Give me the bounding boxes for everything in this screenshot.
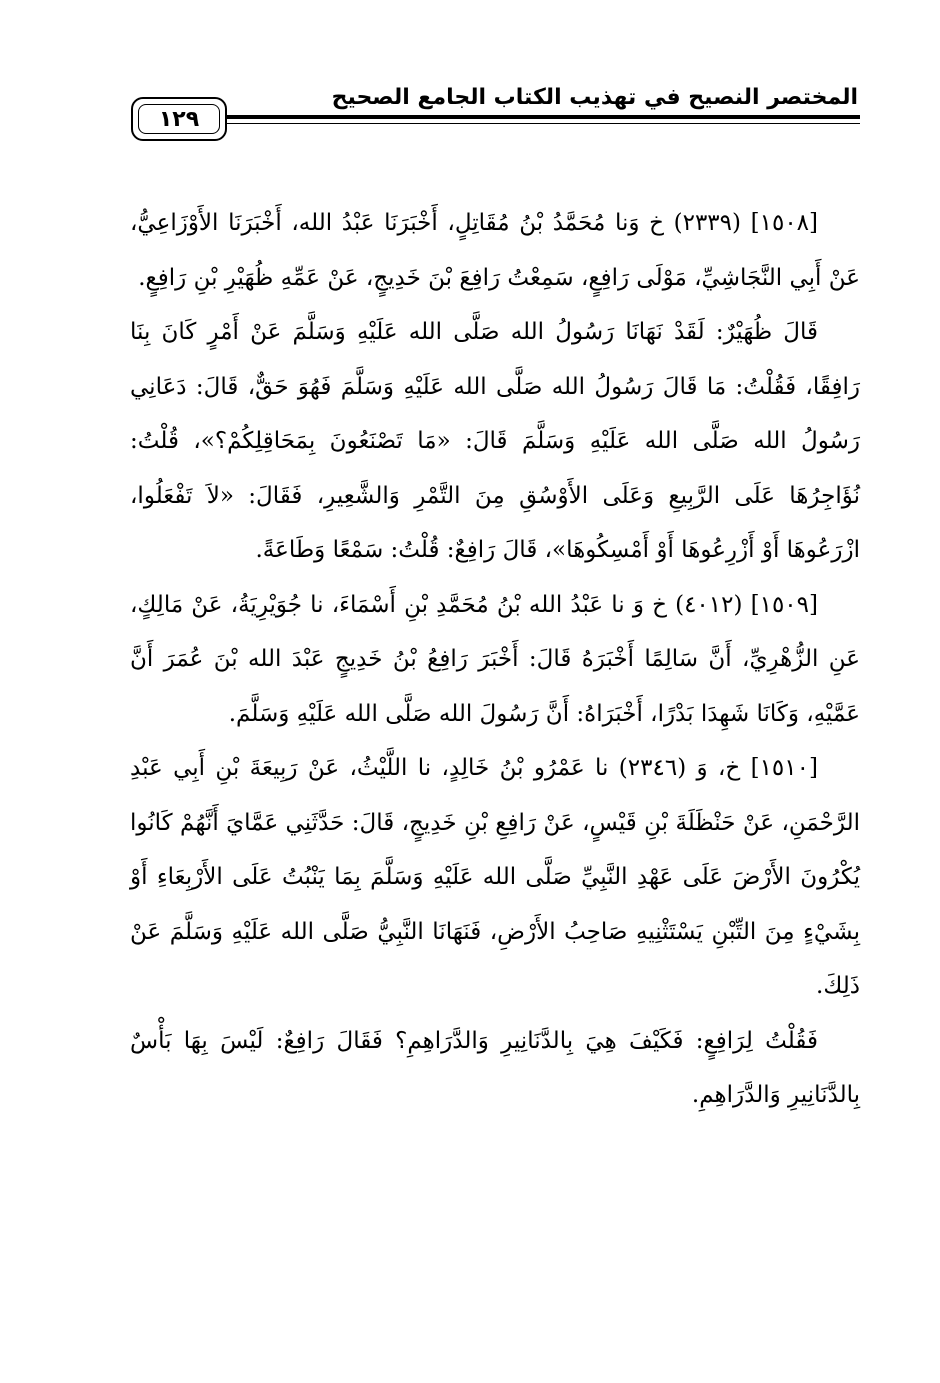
hadith-paragraph: فَقُلْتُ لِرَافِعٍ: فَكَيْفَ هِيَ بِالدَّنَانِيرِ وَالدَّرَاهِمِ؟ فَقَالَ رَافِعٌ: لَيْسَ بِهَا بَأْسٌ بِالدَّنَانِيرِ وَالدَّرَاهِمِ.	[130, 1027, 860, 1108]
header-rule	[132, 115, 860, 119]
hadith-paragraph: [١٥٠٨] (٢٣٣٩) خ وَنا مُحَمَّدُ بْنُ مُقَاتِلٍ، أَخْبَرَنَا عَبْدُ الله، أَخْبَرَنَا الأَوْزَاعِيُّ، عَنْ أَبِي النَّجَاشِيِّ، مَوْلَى رَافِعٍ، سَمِعْتُ رَافِعَ بْنَ خَدِيجٍ، عَنْ عَمِّهِ ظُهَيْرِ بْنِ رَافِعٍ.	[130, 210, 860, 291]
running-title: المختصر النصيح في تهذيب الكتاب الجامع الصحيح	[331, 85, 858, 110]
page-number-frame	[131, 97, 227, 141]
hadith-paragraph: [١٥٠٩] (٤٠١٢) خ وَ نا عَبْدُ الله بْنُ مُحَمَّدِ بْنِ أَسْمَاءَ، نا جُوَيْرِيَةُ، عَنْ مَالِكٍ، عَنِ الزُّهْرِيِّ، أَنَّ سَالِمًا أَخْبَرَهُ قَالَ: أَخْبَرَ رَافِعُ بْنُ خَدِيجٍ عَبْدَ الله بْنَ عُمَرَ أَنَّ عَمَّيْهِ، وَكَانَا شَهِدَا بَدْرًا، أَخْبَرَاهُ: أَنَّ رَسُولَ الله صَلَّى الله عَلَيْهِ وَسَلَّمَ.	[130, 591, 860, 727]
hadith-paragraph: قَالَ ظُهَيْرٌ: لَقَدْ نَهَانَا رَسُولُ الله صَلَّى الله عَلَيْهِ وَسَلَّمَ عَنْ أَمْرٍ كَانَ بِنَا رَافِقًا، فَقُلْتُ: مَا قَالَ رَسُولُ الله صَلَّى الله عَلَيْهِ وَسَلَّمَ فَهُوَ حَقٌّ، قَالَ: دَعَانِي رَسُولُ الله صَلَّى الله عَلَيْهِ وَسَلَّمَ قَالَ: «مَا تَصْنَعُونَ بِمَحَاقِلِكُمْ؟»، قُلْتُ: نُؤَاجِرُهَا عَلَى الرَّبِيعِ وَعَلَى الأَوْسُقِ مِنَ التَّمْرِ وَالشَّعِيرِ، فَقَالَ: «لاَ تَفْعَلُوا، ازْرَعُوهَا أَوْ أَزْرِعُوهَا أَوْ أَمْسِكُوهَا»، قَالَ رَافِعٌ: قُلْتُ: سَمْعًا وَطَاعَةً.	[130, 319, 860, 563]
page-number: ١٢٩	[158, 106, 200, 132]
hadith-text	[130, 196, 860, 1123]
hadith-paragraph: [١٥١٠] خ، وَ (٢٣٤٦) نا عَمْرُو بْنُ خَالِدٍ، نا اللَّيْثُ، عَنْ رَبِيعَةَ بْنِ أَبِي عَبْدِ الرَّحْمَنِ، عَنْ حَنْظَلَةَ بْنِ قَيْسٍ، عَنْ رَافِعِ بْنِ خَدِيجٍ، قَالَ: حَدَّثَنِي عَمَّايَ أَنَّهُمْ كَانُوا يُكْرُونَ الأَرْضَ عَلَى عَهْدِ النَّبِيِّ صَلَّى الله عَلَيْهِ وَسَلَّمَ بِمَا يَنْبُتُ عَلَى الأَرْبِعَاءِ أَوْ بِشَيْءٍ مِنَ التِّبْنِ يَسْتَثْنِيهِ صَاحِبُ الأَرْضِ، فَنَهَانَا النَّبِيُّ صَلَّى الله عَلَيْهِ وَسَلَّمَ عَنْ ذَلِكَ.	[130, 755, 860, 999]
header-rule-thin	[132, 123, 860, 124]
